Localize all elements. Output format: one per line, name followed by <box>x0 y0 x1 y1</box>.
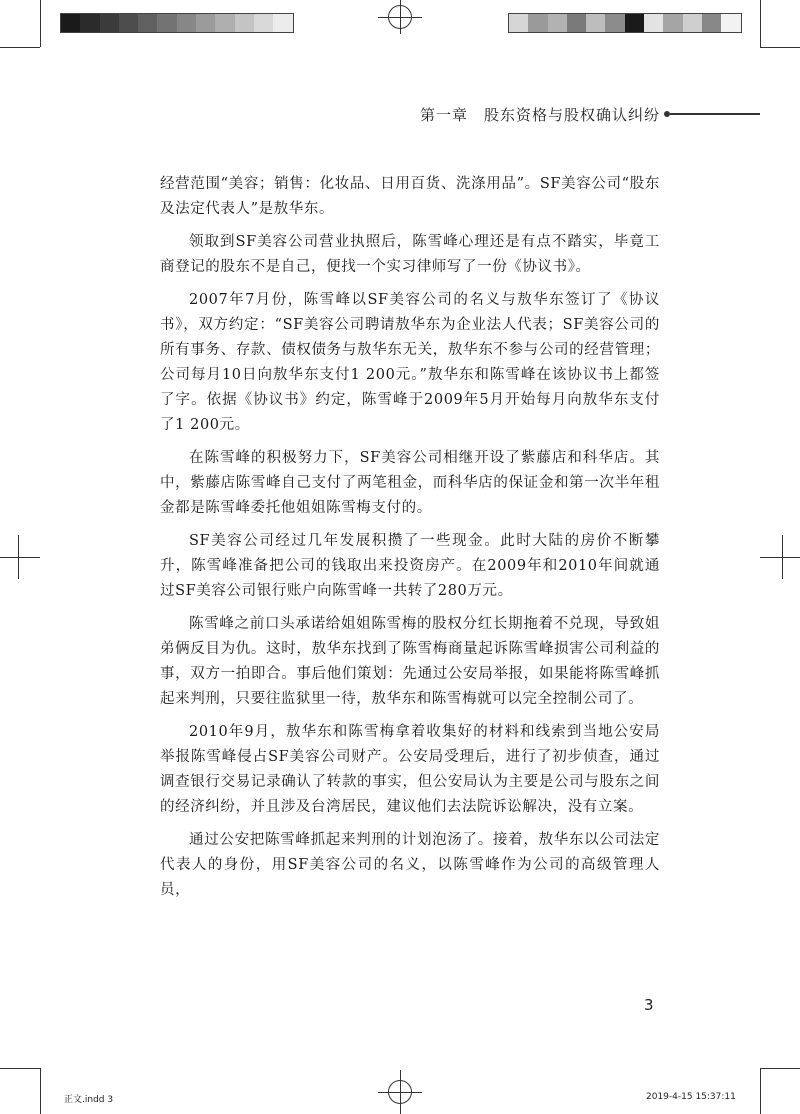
color-swatch <box>509 14 528 32</box>
color-swatch <box>586 14 605 32</box>
color-swatch <box>605 14 624 32</box>
header-rule <box>670 113 760 115</box>
paragraph: 领取到SF美容公司营业执照后，陈雪峰心理还是有点不踏实，毕竟工商登记的股东不是自己，便找一个实习律师写了一份《协议书》。 <box>160 234 660 275</box>
color-swatch <box>235 14 254 32</box>
color-swatch <box>80 14 99 32</box>
crop-mark-top-right-v <box>760 0 761 47</box>
color-swatch <box>61 14 80 32</box>
color-calibration-bar-left <box>60 13 294 33</box>
color-swatch <box>567 14 586 32</box>
color-swatch <box>663 14 682 32</box>
crop-mark-top-left-h <box>0 47 40 48</box>
color-swatch <box>254 14 273 32</box>
color-swatch <box>625 14 644 32</box>
paragraph: 在陈雪峰的积极努力下，SF美容公司相继开设了紫藤店和科华店。其中，紫藤店陈雪峰自己支付了两笔租金，而科华店的保证金和第一次半年租金都是陈雪峰委托他姐姐陈雪梅支付的。 <box>160 450 660 516</box>
color-swatch <box>683 14 702 32</box>
crop-mark-bottom-left-v <box>40 1068 41 1114</box>
color-swatch <box>644 14 663 32</box>
color-swatch <box>702 14 721 32</box>
paragraph: 陈雪峰之前口头承诺给姐姐陈雪梅的股权分红长期拖着不兑现，导致姐弟俩反目为仇。这时，敖华东找到了陈雪梅商量起诉陈雪峰损害公司利益的事，双方一拍即合。事后他们策划：先通过公安局举报，如果能将陈雪峰抓起来判刑，只要往监狱里一待，敖华东和陈雪梅就可以完全控制公司了。 <box>160 616 660 707</box>
paragraph: 2010年9月，敖华东和陈雪梅拿着收集好的材料和线索到当地公安局举报陈雪峰侵占SF美容公司财产。公安局受理后，进行了初步侦查，通过调查银行交易记录确认了转款的事实，但公安局认为主要是公司与股东之间的经济纠纷，并且涉及台湾居民，建议他们去法院诉讼解决，没有立案。 <box>160 724 660 815</box>
color-swatch <box>721 14 740 32</box>
crop-mark-top-right-h <box>760 47 800 48</box>
color-swatch <box>548 14 567 32</box>
crop-mark-bottom-left-h <box>0 1068 40 1069</box>
registration-right-h <box>760 557 800 558</box>
color-swatch <box>138 14 157 32</box>
footer-file-name: 正文.indd 3 <box>64 1095 114 1105</box>
paragraph: SF美容公司经过几年发展积攒了一些现金。此时大陆的房价不断攀升，陈雪峰准备把公司的钱取出来投资房产。在2009年和2010年间就通过SF美容公司银行账户向陈雪峰一共转了280万元。 <box>160 533 660 599</box>
color-swatch <box>157 14 176 32</box>
color-calibration-bar-right <box>508 13 742 33</box>
registration-left-h <box>0 557 40 558</box>
chapter-header-title: 第一章 股东资格与股权确认纠纷 <box>419 106 660 124</box>
page-number: 3 <box>644 996 654 1014</box>
registration-top-circle <box>388 5 412 29</box>
color-swatch <box>215 14 234 32</box>
registration-bottom-circle <box>388 1080 412 1104</box>
color-swatch <box>196 14 215 32</box>
color-swatch <box>177 14 196 32</box>
color-swatch <box>273 14 292 32</box>
crop-mark-bottom-right-v <box>760 1068 761 1114</box>
paragraph: 2007年7月份，陈雪峰以SF美容公司的名义与敖华东签订了《协议书》，双方约定：“SF美容公司聘请敖华东为企业法人代表；SF美容公司的所有事务、存款、债权债务与敖华东无关，敖华东不参与公司的经营管理；公司每月10日向敖华东支付1 200元。”敖华东和陈雪峰在该协议书上都签了字。依据《协议书》约定，陈雪峰于2009年5月开始每月向敖华东支付了1 200元。 <box>160 292 660 433</box>
paragraph: 通过公安把陈雪峰抓起来判刑的计划泡汤了。接着，敖华东以公司法定代表人的身份，用SF美容公司的名义，以陈雪峰作为公司的高级管理人员， <box>160 832 660 898</box>
body-text <box>160 172 660 911</box>
crop-mark-top-left-v <box>40 0 41 47</box>
color-swatch <box>100 14 119 32</box>
crop-mark-bottom-right-h <box>760 1068 800 1069</box>
footer-timestamp: 2019-4-15 15:37:11 <box>646 1092 736 1102</box>
color-swatch <box>528 14 547 32</box>
paragraph: 经营范围“美容；销售：化妆品、日用百货、洗涤用品”。SF美容公司“股东及法定代表人”是敖华东。 <box>160 176 660 217</box>
color-swatch <box>119 14 138 32</box>
